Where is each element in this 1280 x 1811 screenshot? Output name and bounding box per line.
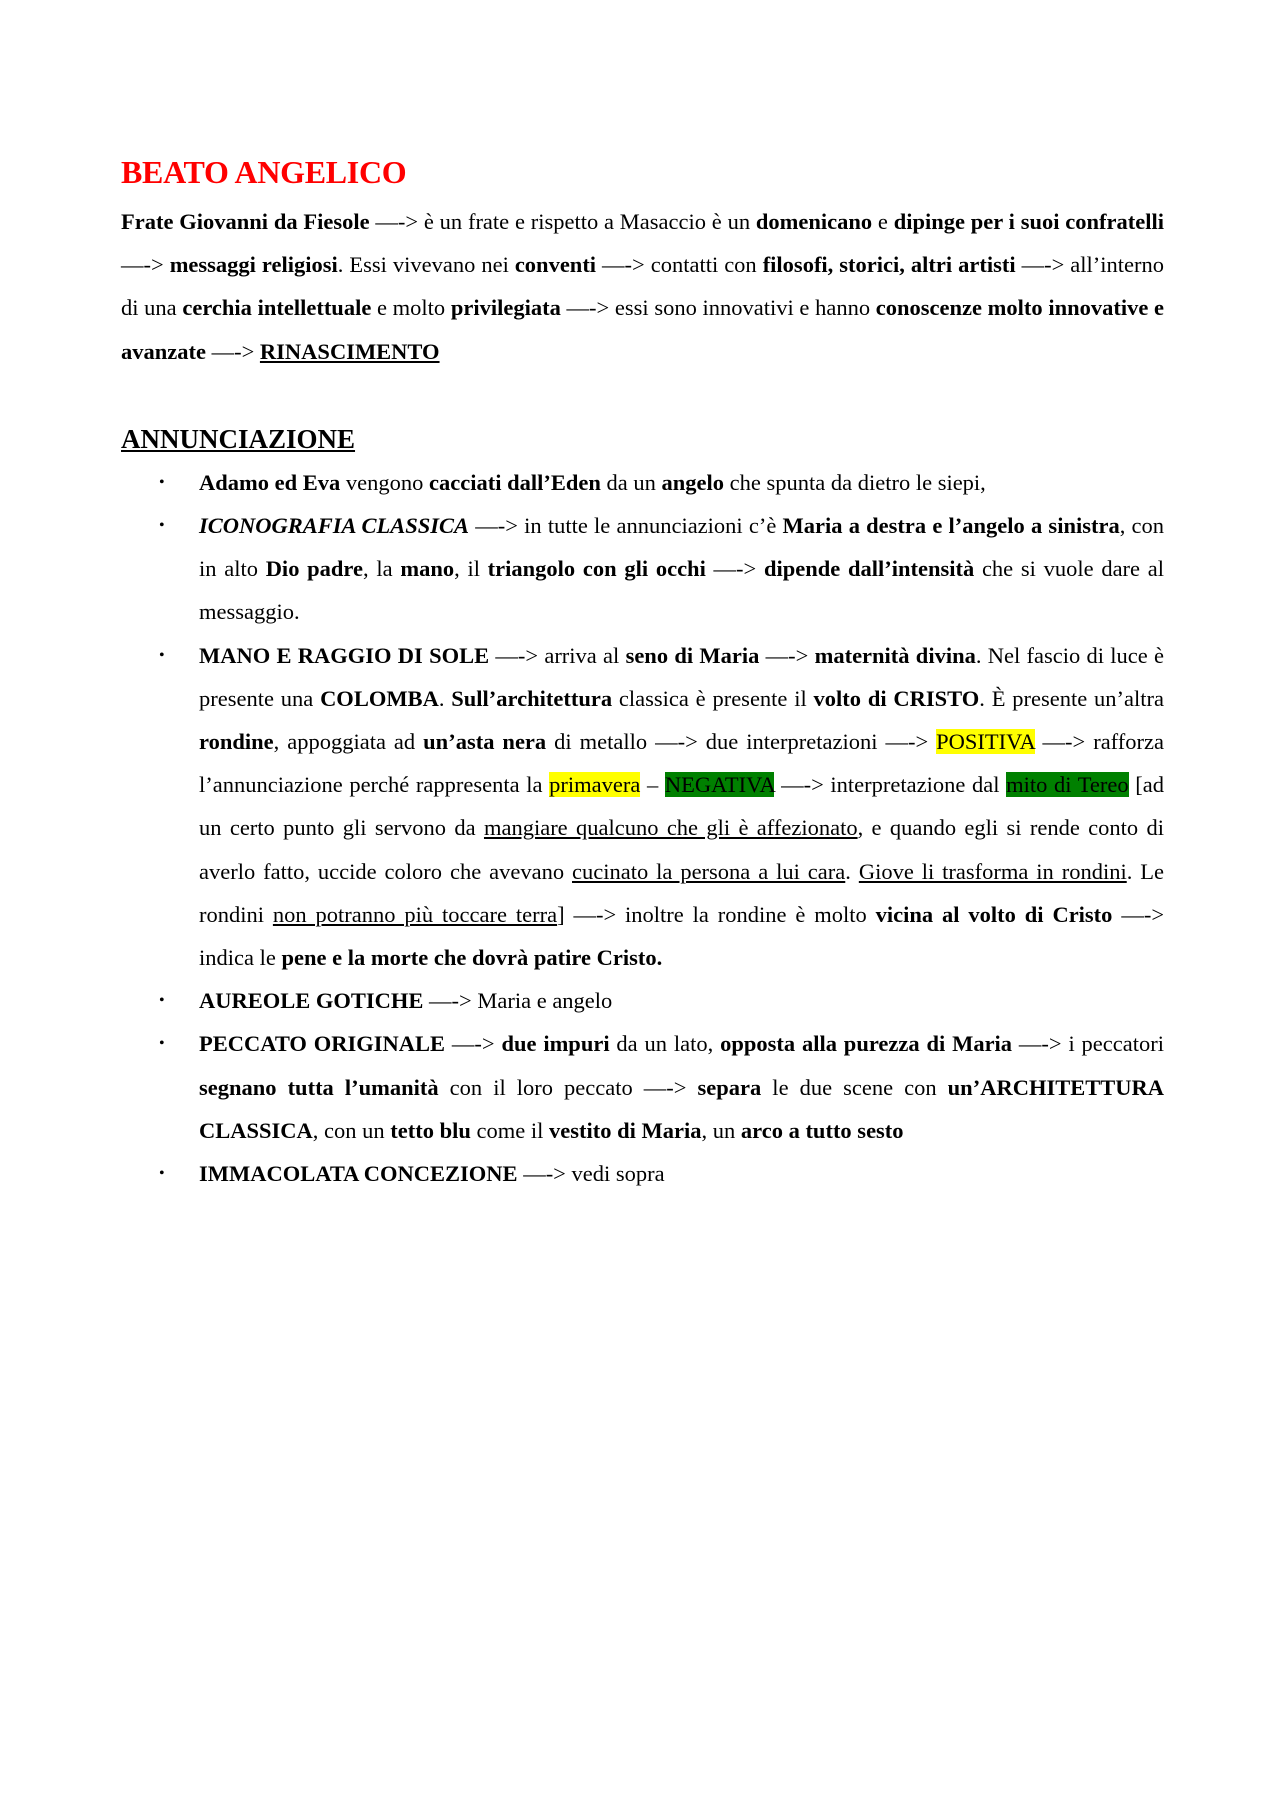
text-run: da un lato, [609, 1031, 721, 1057]
list-item [121, 1152, 1164, 1195]
bold-text: separa [697, 1074, 762, 1100]
bold-text: Adamo ed Eva [199, 469, 341, 495]
bold-text: Sull’architettura [451, 685, 613, 711]
text-run: classica è presente il [612, 685, 814, 711]
text-run: con il loro peccato —-> [438, 1074, 698, 1100]
bold-text: Dio padre [265, 556, 364, 582]
text-run: , un [701, 1117, 741, 1143]
bold-text: PECCATO ORIGINALE [199, 1031, 446, 1057]
bold-text: Maria a destra e l’angelo a sinistra [782, 513, 1120, 539]
document-page [121, 150, 1164, 1195]
intro-paragraph [121, 200, 1164, 373]
document-title: BEATO ANGELICO [121, 154, 407, 190]
text-run: che spunta da dietro le siepi, [724, 469, 986, 495]
bold-text: volto di CRISTO [813, 685, 980, 711]
underlined-text: non potranno più toccare terra [272, 901, 558, 927]
bold-text: dipinge per i suoi confratelli [893, 209, 1164, 234]
text-run: [ad un certo punto gli servono da [199, 772, 1165, 841]
text-run: vengono [340, 469, 430, 495]
bold-text: MANO E RAGGIO DI SOLE [199, 642, 490, 668]
bold-text: dipende dall’intensità [763, 556, 975, 582]
text-run: —-> contatti con [596, 252, 763, 278]
bullet-icon: • [159, 992, 165, 1010]
text-run: , con in alto [199, 513, 1165, 582]
text-run: —-> all’interno di una [121, 252, 1164, 321]
bold-text: cerchia intellettuale [182, 295, 372, 321]
text-run: —-> è un frate e rispetto a Masaccio è un [369, 209, 756, 234]
list-item [121, 461, 1164, 504]
bold-text: opposta alla purezza di Maria [720, 1031, 1013, 1057]
text-run: e molto [371, 295, 451, 321]
text-run: , e quando egli si rende conto di averlo fatto, uccide coloro che avevano [199, 815, 1164, 884]
bold-text: segnano tutta l’umanità [199, 1074, 439, 1100]
text-run: , la [363, 556, 401, 582]
text-run: —-> [445, 1031, 502, 1057]
bold-text: Frate Giovanni da Fiesole [121, 209, 370, 234]
text-run: . Nel fascio di luce è presente una [199, 642, 1164, 711]
bullet-icon: • [159, 1165, 165, 1183]
list-item [121, 979, 1164, 1022]
section-title: ANNUNCIAZIONE [121, 423, 356, 454]
bold-text: un’asta nera [423, 729, 547, 755]
bold-text: cacciati dall’Eden [429, 469, 601, 495]
text-run: . [845, 858, 859, 884]
text-run: . Essi vivevano nei [337, 252, 515, 278]
bold-text: vicina al volto di Cristo [875, 901, 1113, 927]
text-run: —-> [121, 252, 170, 278]
text-run: di metallo —-> due interpretazioni —-> [546, 729, 937, 755]
text-run: , con un [312, 1117, 391, 1143]
text-run: . [438, 685, 452, 711]
bold-text: tetto blu [390, 1117, 471, 1143]
bold-text: conoscenze molto innovative e avanzate [121, 295, 1165, 364]
text-run: —-> [759, 642, 815, 668]
bullet-icon: • [159, 517, 165, 535]
underlined-text: cucinato la persona a lui cara [572, 858, 846, 884]
bullet-icon: • [159, 473, 165, 491]
bold-text: AUREOLE GOTICHE [199, 988, 424, 1014]
text-run: —-> arriva al [489, 642, 626, 668]
bullet-icon: • [159, 1035, 165, 1053]
bold-text: messaggi religiosi [169, 252, 338, 278]
text-run: —-> in tutte le annunciazioni c’è [469, 513, 783, 539]
bold-text: un’ARCHITETTURA CLASSICA [199, 1074, 1164, 1143]
bullet-list [121, 461, 1164, 1195]
text-run: —-> rafforza l’annunciazione perché rappresenta la [199, 729, 1164, 798]
bold-text: ICONOGRAFIA CLASSICA [199, 513, 470, 539]
bold-text: privilegiata [450, 295, 561, 321]
text-run: che si vuole dare al messaggio. [199, 556, 1164, 625]
list-item [121, 1022, 1164, 1152]
bold-text: vestito di Maria [549, 1117, 702, 1143]
text-run: come il [470, 1117, 550, 1143]
text-run: . Le rondini [199, 858, 1165, 927]
text-run: , il [454, 556, 488, 582]
text-run: —-> i peccatori [1012, 1031, 1164, 1057]
underlined-text: RINASCIMENTO [259, 338, 440, 364]
highlighted-text: NEGATIVA [664, 772, 775, 798]
bold-text: rondine [199, 729, 274, 755]
text-run: —-> [705, 556, 764, 582]
text-run: —-> Maria e angelo [423, 988, 613, 1014]
text-run: ] —-> inoltre la rondine è molto [557, 901, 876, 927]
bold-text: conventi [514, 252, 597, 278]
text-run: —-> essi sono innovativi e hanno [560, 295, 876, 321]
text-run: , appoggiata ad [273, 729, 424, 755]
bullet-icon: • [159, 646, 165, 664]
bold-text: triangolo con gli occhi [487, 556, 706, 582]
highlighted-text: POSITIVA [936, 729, 1035, 755]
list-item [121, 504, 1164, 634]
text-run: —-> vedi sopra [517, 1161, 665, 1187]
bold-text: COLOMBA [320, 685, 439, 711]
bold-text: IMMACOLATA CONCEZIONE [199, 1161, 518, 1187]
bold-text: filosofi, storici, altri artisti [762, 252, 1016, 278]
text-run: da un [600, 469, 662, 495]
bold-text: due impuri [501, 1031, 610, 1057]
text-run: e [872, 209, 894, 234]
highlighted-text: primavera [549, 772, 641, 798]
text-run: le due scene con [761, 1074, 948, 1100]
bold-text: arco a tutto sesto [740, 1117, 904, 1143]
bold-text: pene e la morte che dovrà patire Cristo. [281, 945, 663, 971]
text-run: —-> interpretazione dal [774, 772, 1007, 798]
highlighted-text: mito di Tereo [1006, 772, 1129, 798]
underlined-text: Giove li trasforma in rondini [858, 858, 1127, 884]
bold-text: mano [400, 556, 455, 582]
bold-text: maternità divina [814, 642, 976, 668]
text-run: . È presente un’altra [979, 685, 1164, 711]
bold-text: angelo [661, 469, 725, 495]
bold-text: seno di Maria [625, 642, 760, 668]
text-run: —-> indica le [199, 901, 1165, 971]
list-item [121, 634, 1164, 980]
underlined-text: mangiare qualcuno che gli è affezionato [483, 815, 858, 841]
text-run: – [640, 772, 665, 798]
bold-text: domenicano [755, 209, 873, 234]
text-run: —-> [205, 338, 260, 364]
